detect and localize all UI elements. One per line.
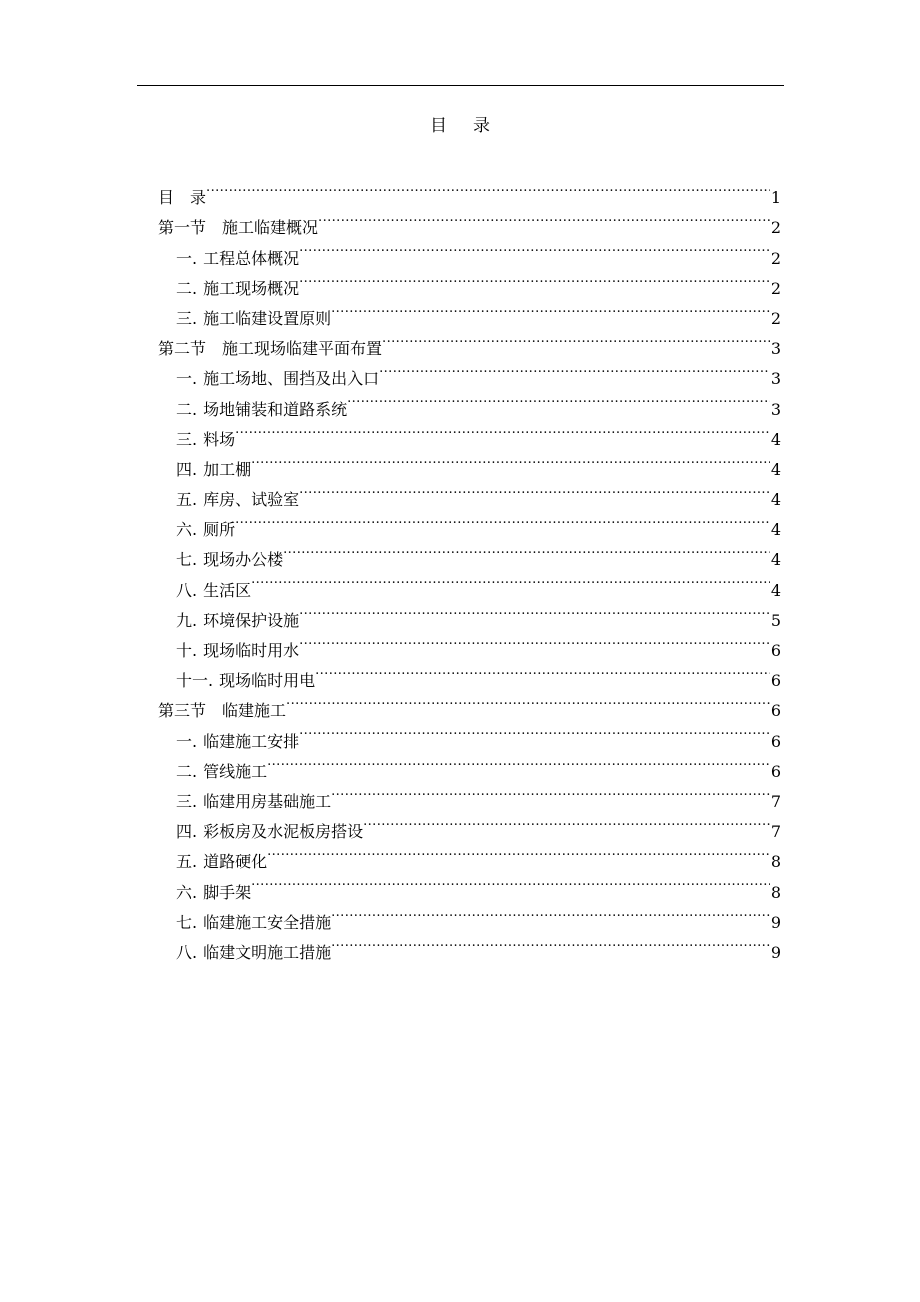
toc-entry[interactable] xyxy=(158,535,781,570)
toc-entry-number: 六. xyxy=(176,882,198,902)
toc-entry-number: 三. xyxy=(176,429,198,449)
toc-entry[interactable] xyxy=(158,898,781,932)
toc-entry-title: 施工现场临建平面布置 xyxy=(222,339,383,359)
toc-entry-number: 八. xyxy=(176,580,198,600)
toc-dot-leader xyxy=(286,686,770,716)
toc-entry-title: 厕所 xyxy=(203,520,236,540)
toc-entry-title: 库房、试验室 xyxy=(203,490,300,510)
toc-entry-number: 五. xyxy=(176,852,198,872)
toc-dot-leader xyxy=(299,264,770,294)
toc-entry-page-number: 1 xyxy=(770,188,781,208)
header-rule xyxy=(137,85,784,86)
toc-entry-number: 九. xyxy=(176,610,198,630)
toc-dot-leader xyxy=(206,173,770,203)
toc-entry-title: 生活区 xyxy=(203,580,252,600)
toc-entry-page-number: 6 xyxy=(770,731,781,751)
toc-entry-number: 第一节 xyxy=(158,218,207,238)
toc-dot-leader xyxy=(331,294,770,324)
toc-dot-leader xyxy=(382,324,770,354)
toc-dot-leader xyxy=(267,747,770,777)
toc-entry[interactable] xyxy=(158,565,781,600)
toc-entry-number: 二. xyxy=(176,761,198,781)
toc-entry-number: 四. xyxy=(176,822,198,842)
toc-entry-page-number: 6 xyxy=(770,671,781,691)
toc-dot-leader xyxy=(331,777,770,807)
toc-entry-title: 现场临时用电 xyxy=(219,671,316,691)
toc-entry-title: 场地铺装和道路系统 xyxy=(203,399,348,419)
toc-dot-leader xyxy=(379,354,770,384)
toc-entry-page-number: 6 xyxy=(770,641,781,660)
toc-entry-page-number: 9 xyxy=(770,912,781,932)
toc-entry[interactable] xyxy=(158,867,781,902)
toc-dot-leader xyxy=(299,716,770,746)
toc-entry-number: 六. xyxy=(176,520,198,540)
toc-entry-page-number: 4 xyxy=(770,459,781,479)
toc-entry-page-number: 7 xyxy=(770,791,781,811)
toc-entry-title: 临建文明施工措施 xyxy=(203,942,332,962)
toc-dot-leader xyxy=(251,867,770,897)
toc-heading-left: 目 xyxy=(430,116,447,136)
toc-entry-number: 十. xyxy=(176,641,198,660)
toc-entry-title: 临建施工 xyxy=(222,701,287,721)
toc-entry-title: 加工棚 xyxy=(203,459,252,479)
toc-entry-number: 一. xyxy=(176,248,198,268)
toc-dot-leader xyxy=(283,535,770,565)
toc-dot-leader xyxy=(331,928,770,958)
toc-entry[interactable] xyxy=(158,596,781,630)
toc-entry-number: 四. xyxy=(176,459,198,479)
toc-entry-page-number: 6 xyxy=(770,761,781,781)
toc-entry-page-number: 8 xyxy=(770,852,781,872)
toc-dot-leader xyxy=(299,596,770,626)
toc-entry-number: 一. xyxy=(176,369,198,389)
toc-list xyxy=(158,173,781,962)
toc-entry-number: 三. xyxy=(176,308,198,328)
toc-dot-leader xyxy=(299,233,770,263)
toc-entry-title: 现场办公楼 xyxy=(203,550,284,570)
toc-entry-title: 临建施工安排 xyxy=(203,731,300,751)
toc-entry-title: 录 xyxy=(190,188,207,208)
toc-dot-leader xyxy=(251,565,770,595)
toc-entry-page-number: 2 xyxy=(770,278,781,298)
toc-entry-number: 目 xyxy=(158,188,175,208)
toc-entry-title: 脚手架 xyxy=(203,882,252,902)
toc-dot-leader xyxy=(315,656,770,686)
toc-entry-number: 第二节 xyxy=(158,339,207,359)
toc-dot-leader xyxy=(299,626,770,656)
toc-entry-number: 第三节 xyxy=(158,701,207,721)
toc-entry-number: 八. xyxy=(176,942,198,962)
toc-entry-page-number: 4 xyxy=(770,490,781,510)
toc-dot-leader xyxy=(331,898,770,928)
toc-dot-leader xyxy=(235,415,770,445)
toc-entry[interactable] xyxy=(158,415,781,449)
toc-entry-page-number: 4 xyxy=(770,429,781,449)
toc-entry-title: 临建施工安全措施 xyxy=(203,912,332,932)
toc-dot-leader xyxy=(318,203,770,233)
toc-entry-page-number: 3 xyxy=(770,399,781,419)
toc-entry-page-number: 4 xyxy=(770,580,781,600)
toc-entry[interactable] xyxy=(158,505,781,540)
toc-entry-number: 二. xyxy=(176,278,198,298)
toc-entry-page-number: 9 xyxy=(770,942,781,962)
toc-entry[interactable] xyxy=(158,203,781,238)
toc-entry-page-number: 2 xyxy=(770,308,781,328)
toc-entry-title: 道路硬化 xyxy=(203,852,268,872)
toc-entry[interactable] xyxy=(158,475,781,510)
toc-entry-page-number: 4 xyxy=(770,550,781,570)
toc-dot-leader xyxy=(267,837,770,867)
toc-entry-number: 十一. xyxy=(176,671,214,691)
toc-entry-page-number: 3 xyxy=(770,369,781,389)
toc-entry-title: 施工现场概况 xyxy=(203,278,300,298)
toc-dot-leader xyxy=(299,475,770,505)
toc-dot-leader xyxy=(347,384,770,414)
toc-entry-number: 二. xyxy=(176,399,198,419)
toc-entry-page-number: 3 xyxy=(770,339,781,359)
toc-dot-leader xyxy=(235,505,770,535)
toc-heading-right: 录 xyxy=(473,116,490,136)
toc-entry-number: 一. xyxy=(176,731,198,751)
toc-heading xyxy=(0,114,920,138)
toc-entry-page-number: 8 xyxy=(770,882,781,902)
toc-entry-title: 料场 xyxy=(203,429,236,449)
toc-entry-page-number: 2 xyxy=(770,248,781,268)
toc-entry-title: 施工临建概况 xyxy=(222,218,319,238)
toc-entry-number: 七. xyxy=(176,550,198,570)
toc-entry[interactable] xyxy=(158,445,781,479)
toc-entry-title: 工程总体概况 xyxy=(203,248,300,268)
toc-entry-number: 三. xyxy=(176,791,198,811)
toc-entry-title: 临建用房基础施工 xyxy=(203,791,332,811)
toc-entry-page-number: 4 xyxy=(770,520,781,540)
toc-entry-title: 管线施工 xyxy=(203,761,268,781)
toc-entry-number: 七. xyxy=(176,912,198,932)
toc-entry-title: 施工临建设置原则 xyxy=(203,308,332,328)
toc-entry-title: 施工场地、围挡及出入口 xyxy=(203,369,380,389)
toc-entry-page-number: 7 xyxy=(770,822,781,842)
toc-dot-leader xyxy=(363,807,770,837)
toc-entry-page-number: 6 xyxy=(770,701,781,721)
toc-entry-page-number: 2 xyxy=(770,218,781,238)
toc-entry-number: 五. xyxy=(176,490,198,510)
toc-entry-title: 现场临时用水 xyxy=(203,641,300,660)
toc-entry[interactable] xyxy=(158,173,781,208)
toc-entry-title: 环境保护设施 xyxy=(203,610,300,630)
toc-entry-page-number: 5 xyxy=(770,610,781,630)
toc-dot-leader xyxy=(251,445,770,475)
toc-entry-title: 彩板房及水泥板房搭设 xyxy=(203,822,364,842)
